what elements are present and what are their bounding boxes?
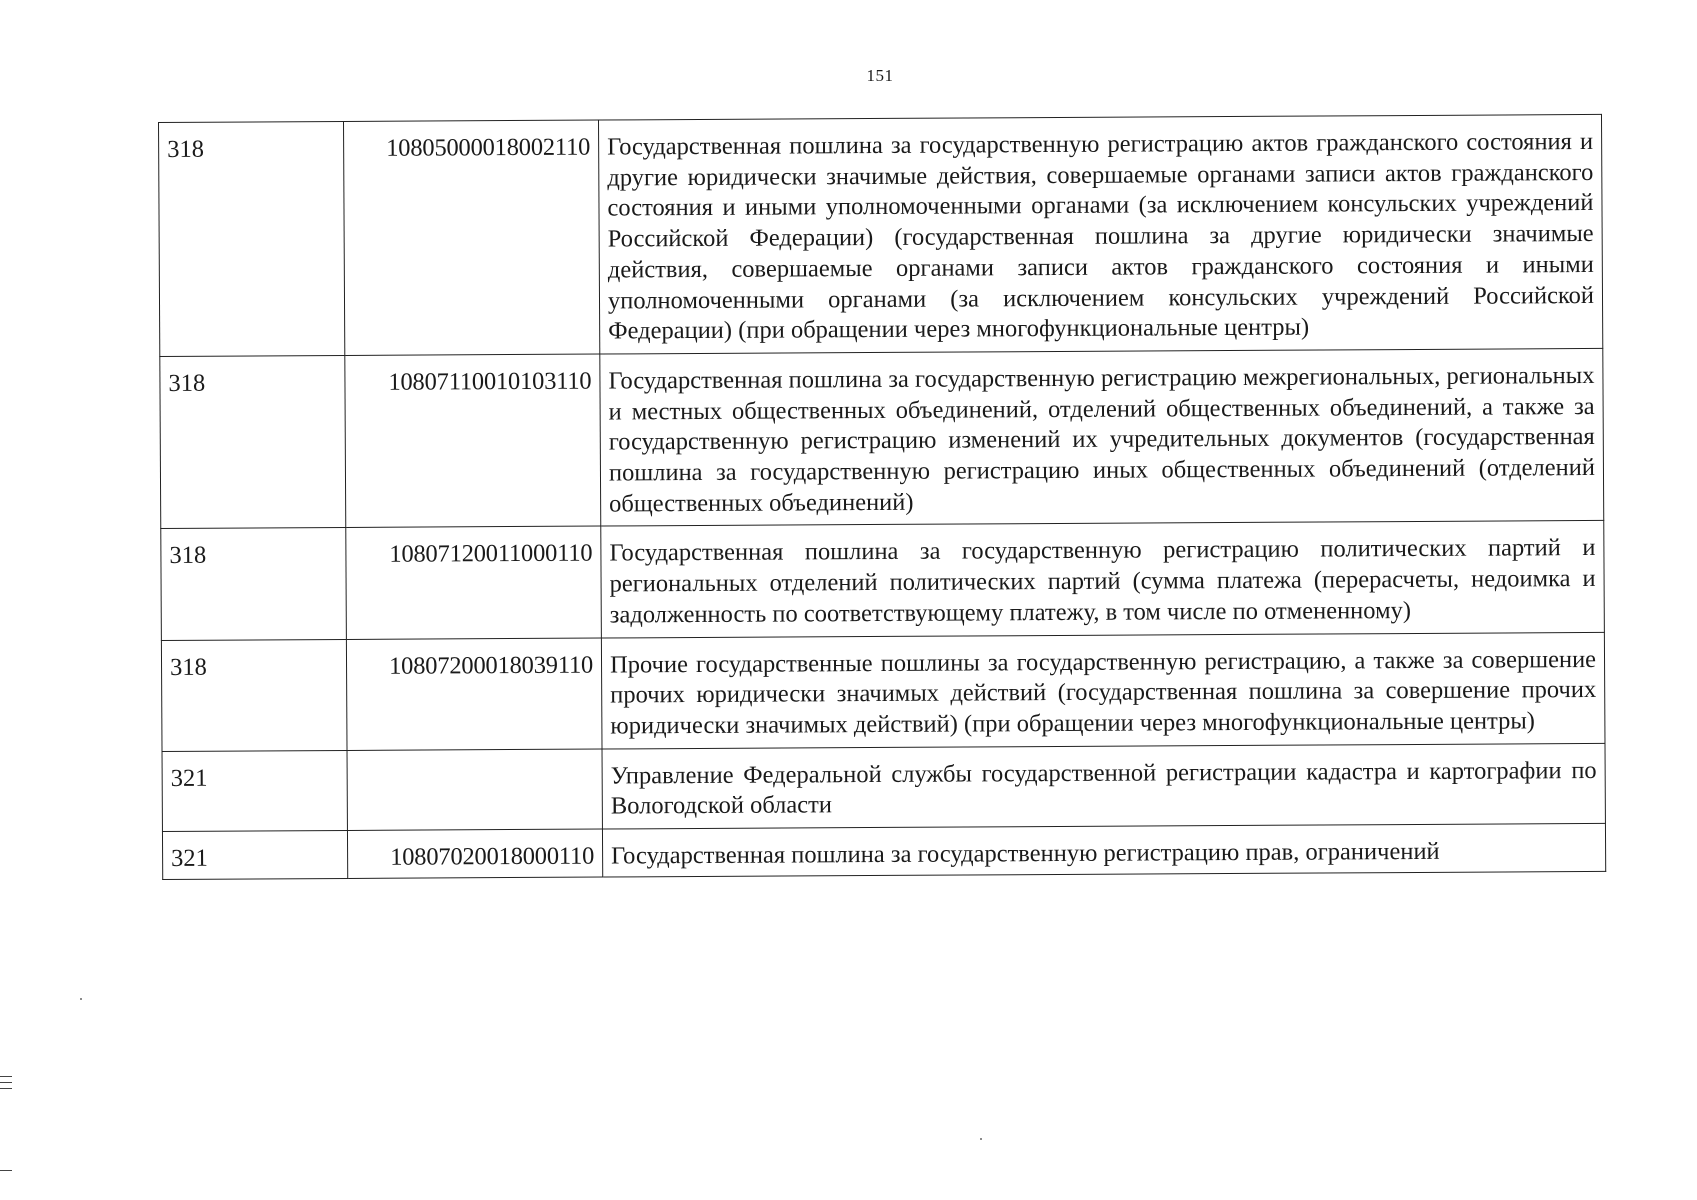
description-cell: Прочие государственные пошлины за государственную регистрацию, а также за совершение прочих юридически значимых действий (государственная пошлина за совершение прочих юридически значимых действий) (при обращении через многофункциональные центры) [601,632,1605,749]
revenue-codes-table-wrapper [158,114,1606,880]
admin-code-cell: 321 [162,750,347,831]
scan-margin-mark [0,1082,12,1083]
page-number: 151 [866,66,894,85]
revenue-code-cell: 10807110010103110 [345,354,601,528]
scan-speck [80,998,82,1000]
scan-margin-mark [0,1170,12,1171]
revenue-code-cell: 10807200018039110 [346,638,602,751]
description-cell: Управление Федеральной службы государственной регистрации кадастра и картографии по Вологодской области [602,743,1605,829]
table-row [159,114,1603,356]
revenue-code-cell [347,749,602,831]
table-row [161,521,1605,640]
table-row [162,823,1605,879]
admin-code-cell: 318 [159,121,345,356]
admin-code-cell: 318 [160,355,346,529]
admin-code-cell: 321 [162,831,347,880]
revenue-code-cell: 10807120011000110 [346,526,602,639]
scan-speck [980,1138,982,1140]
description-cell: Государственная пошлина за государственную регистрацию актов гражданского состояния и другие юридически значимые действия, совершаемые органами записи актов гражданского состояния и иными уполномоченными органами (за исключением консульских учреждений Российской Федерации) (государственная пошлина за другие юридически значимые действия, совершаемые органами записи актов гражданского состояния и иными уполномоченными органами (за исключением консульских учреждений Российской Федерации) (при обращении через многофункциональные центры) [598,114,1602,354]
admin-code-cell: 318 [161,639,347,751]
description-cell: Государственная пошлина за государственную регистрацию прав, ограничений [602,823,1605,876]
scan-margin-mark [0,1088,12,1089]
table-row [161,632,1605,751]
table-row [160,348,1604,529]
description-cell: Государственная пошлина за государственную регистрацию межрегиональных, региональных и местных общественных объединений, отделений общественных объединений, а также за государственную регистрацию изменений их учредительных документов (государственная пошлина за государственную регистрацию иных общественных объединений (отделений общественных объединений) [600,348,1604,526]
revenue-code-cell: 10805000018002110 [343,120,599,355]
table-row [162,743,1605,831]
description-cell: Государственная пошлина за государственную регистрацию политических партий и региональных отделений политических партий (сумма платежа (перерасчеты, недоимка и задолженность по соответствующему платежу, в том числе по отмененному) [601,521,1605,638]
admin-code-cell: 318 [161,528,347,640]
revenue-code-cell: 10807020018000110 [347,829,602,878]
scan-margin-mark [0,1076,12,1077]
revenue-codes-table [158,114,1606,880]
